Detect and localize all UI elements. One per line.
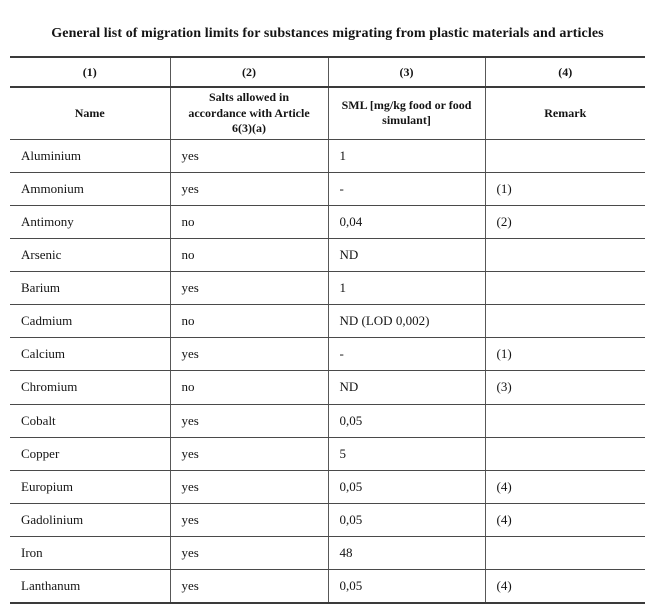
salts-allowed-cell: yes	[170, 570, 328, 604]
substance-name-cell: Lanthanum	[10, 570, 170, 604]
table-row	[10, 404, 645, 437]
substance-name-cell: Gadolinium	[10, 503, 170, 536]
salts-allowed-cell: yes	[170, 536, 328, 569]
sml-cell: 0,05	[328, 570, 485, 604]
remark-cell	[485, 139, 645, 172]
sml-cell: 5	[328, 437, 485, 470]
table-row	[10, 338, 645, 371]
table-row	[10, 503, 645, 536]
sml-cell: ND	[328, 239, 485, 272]
substance-name-cell: Barium	[10, 272, 170, 305]
substance-name-cell: Aluminium	[10, 139, 170, 172]
table-row	[10, 272, 645, 305]
salts-allowed-cell: yes	[170, 172, 328, 205]
salts-allowed-cell: yes	[170, 272, 328, 305]
table-title: General list of migration limits for substances migrating from plastic materials and articles	[51, 26, 604, 41]
remark-cell: (1)	[485, 172, 645, 205]
substance-name-cell: Europium	[10, 470, 170, 503]
table-row	[10, 139, 645, 172]
substance-name-cell: Arsenic	[10, 239, 170, 272]
salts-allowed-cell: yes	[170, 404, 328, 437]
column-header-remark: Remark	[485, 87, 645, 139]
table-body	[10, 139, 645, 603]
remark-cell	[485, 272, 645, 305]
table-row	[10, 470, 645, 503]
sml-cell: 0,04	[328, 205, 485, 238]
sml-cell: -	[328, 338, 485, 371]
table-row	[10, 205, 645, 238]
substance-name-cell: Copper	[10, 437, 170, 470]
sml-cell: 48	[328, 536, 485, 569]
substance-name-cell: Cadmium	[10, 305, 170, 338]
salts-allowed-cell: yes	[170, 437, 328, 470]
table-row	[10, 239, 645, 272]
sml-cell: 1	[328, 139, 485, 172]
salts-allowed-cell: yes	[170, 470, 328, 503]
remark-cell	[485, 404, 645, 437]
table-row	[10, 570, 645, 604]
table-header	[10, 57, 645, 139]
sml-cell: 0,05	[328, 404, 485, 437]
column-number-4: (4)	[485, 57, 645, 87]
salts-allowed-cell: no	[170, 305, 328, 338]
substance-name-cell: Iron	[10, 536, 170, 569]
table-row	[10, 437, 645, 470]
salts-allowed-cell: yes	[170, 139, 328, 172]
salts-allowed-cell: no	[170, 371, 328, 404]
table-row	[10, 371, 645, 404]
substance-name-cell: Antimony	[10, 205, 170, 238]
remark-cell	[485, 305, 645, 338]
remark-cell	[485, 239, 645, 272]
substance-name-cell: Ammonium	[10, 172, 170, 205]
column-number-2: (2)	[170, 57, 328, 87]
sml-cell: 0,05	[328, 503, 485, 536]
salts-allowed-cell: no	[170, 205, 328, 238]
column-number-3: (3)	[328, 57, 485, 87]
sml-cell: ND	[328, 371, 485, 404]
column-header-row	[10, 87, 645, 139]
salts-allowed-cell: no	[170, 239, 328, 272]
substance-name-cell: Chromium	[10, 371, 170, 404]
remark-cell: (4)	[485, 470, 645, 503]
remark-cell: (1)	[485, 338, 645, 371]
sml-cell: -	[328, 172, 485, 205]
remark-cell	[485, 437, 645, 470]
migration-limits-table	[10, 56, 645, 604]
column-header-salts-allowed: Salts allowed in accordance with Article 6(3)(a)	[170, 87, 328, 139]
salts-allowed-cell: yes	[170, 338, 328, 371]
salts-allowed-cell: yes	[170, 503, 328, 536]
sml-cell: 0,05	[328, 470, 485, 503]
sml-cell: 1	[328, 272, 485, 305]
column-header-sml: SML [mg/kg food or food simulant]	[328, 87, 485, 139]
remark-cell: (4)	[485, 503, 645, 536]
column-number-1: (1)	[10, 57, 170, 87]
remark-cell: (2)	[485, 205, 645, 238]
substance-name-cell: Calcium	[10, 338, 170, 371]
table-row	[10, 305, 645, 338]
table-row	[10, 172, 645, 205]
table-row	[10, 536, 645, 569]
remark-cell: (3)	[485, 371, 645, 404]
substance-name-cell: Cobalt	[10, 404, 170, 437]
sml-cell: ND (LOD 0,002)	[328, 305, 485, 338]
remark-cell	[485, 536, 645, 569]
column-number-row	[10, 57, 645, 87]
remark-cell: (4)	[485, 570, 645, 604]
column-header-name: Name	[10, 87, 170, 139]
